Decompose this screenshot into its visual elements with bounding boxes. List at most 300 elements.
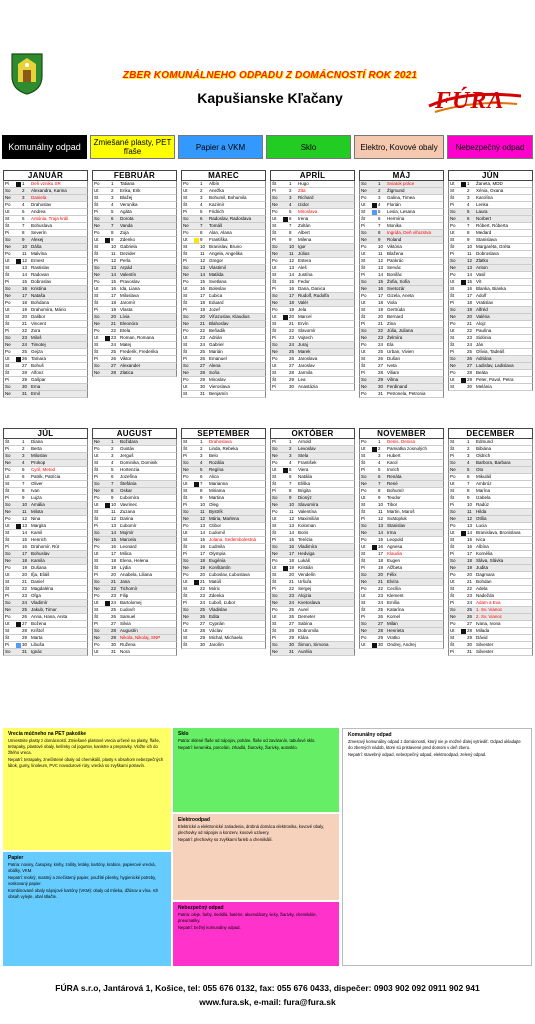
weekday: Po (5, 565, 11, 570)
day-row (181, 516, 266, 523)
day-number: 13 (378, 265, 384, 270)
empty-marker (16, 650, 21, 655)
day-number: 22 (200, 328, 206, 333)
empty-marker (283, 461, 288, 466)
name-day: Karol (387, 460, 398, 465)
name-day: Belo (209, 453, 219, 458)
name-day: Erika, Erik (120, 188, 141, 193)
name-day: Tichomír (120, 586, 138, 591)
day-row (181, 439, 266, 446)
weekday: Po (361, 635, 367, 640)
day-number: 8 (200, 230, 203, 235)
name-day: Darina (120, 516, 134, 521)
day-number: 12 (289, 258, 295, 263)
name-day: Lukáš (298, 558, 311, 563)
name-day: František (298, 460, 317, 465)
empty-marker (461, 350, 466, 355)
day-number: 7 (111, 223, 114, 228)
day-number: 11 (467, 509, 472, 514)
empty-marker (461, 552, 466, 557)
weekday: Pi (361, 272, 366, 277)
info-paper-text: Patria: noviny, časopisy, knihy, zošity, letáky, kartóny, krabice, papierové vrecká, obálky, VKM. (8, 862, 156, 873)
empty-marker (16, 496, 21, 501)
day-number: 4 (378, 202, 381, 207)
day-number: 23 (22, 335, 28, 340)
empty-marker (105, 182, 110, 187)
day-number: 2 (111, 446, 114, 451)
day-number: 16 (22, 544, 28, 549)
day-row (181, 321, 266, 328)
day-number: 19 (378, 565, 384, 570)
weekday: Št (183, 202, 188, 207)
name-day: Severín (31, 230, 47, 235)
weekday: St (361, 600, 366, 605)
day-row (359, 265, 444, 272)
empty-marker (283, 629, 288, 634)
day-row (3, 628, 88, 635)
weekday: Ne (272, 202, 278, 207)
name-day: Klára (298, 635, 309, 640)
day-row (359, 258, 444, 265)
empty-marker (372, 496, 377, 501)
name-day: Alena (209, 363, 221, 368)
empty-marker (105, 287, 110, 292)
day-number: 16 (22, 286, 28, 291)
name-day: Igor (298, 244, 306, 249)
weekday: So (272, 293, 278, 298)
collection-marker (105, 336, 110, 341)
day-row (181, 370, 266, 377)
day-row (448, 446, 533, 453)
empty-marker (194, 329, 199, 334)
day-number: 15 (289, 279, 295, 284)
name-day: Zoltán (298, 223, 311, 228)
day-row (270, 649, 355, 656)
day-row (359, 502, 444, 509)
empty-marker (461, 608, 466, 613)
day-row (3, 342, 88, 349)
name-day: Matej (120, 342, 132, 347)
name-day: Ema (31, 384, 41, 389)
day-number: 1 (22, 181, 25, 186)
month-name: JÚN (448, 170, 533, 181)
empty-marker (461, 468, 466, 473)
day-row (359, 600, 444, 607)
weekday: St (94, 293, 99, 298)
empty-marker (372, 580, 377, 585)
weekday: Ne (94, 537, 100, 542)
name-day: Boleslav (209, 286, 227, 291)
name-day: Imrich (387, 467, 400, 472)
weekday: Pi (272, 188, 277, 193)
name-day: Amália (31, 502, 45, 507)
weekday: Št (5, 272, 10, 277)
day-number: 12 (111, 258, 117, 263)
empty-marker (194, 196, 199, 201)
empty-marker (194, 524, 199, 529)
name-day: Hilda (476, 509, 487, 514)
name-day: Viktória (387, 244, 402, 249)
name-day: Bartolomej (120, 600, 142, 605)
day-row (92, 621, 177, 628)
weekday: Št (450, 293, 455, 298)
empty-marker (461, 196, 466, 201)
info-electro-no: Nepatrí: plechovky so zvyškami farieb a chemikálií. (178, 837, 273, 842)
day-number: 21 (200, 321, 206, 326)
day-row (359, 342, 444, 349)
name-day: Drahoslava (209, 439, 232, 444)
empty-marker (283, 643, 288, 648)
day-row (3, 356, 88, 363)
name-day: Dušan (387, 356, 401, 361)
name-day: Ela (387, 342, 394, 347)
name-day: Vratko (387, 635, 400, 640)
name-day: Ružena (120, 642, 136, 647)
weekday: Ne (5, 607, 11, 612)
empty-marker (105, 629, 110, 634)
day-number: 29 (289, 635, 295, 640)
weekday: Ne (272, 649, 278, 654)
name-day: Jana (120, 579, 130, 584)
day-number: 12 (378, 516, 384, 521)
day-number: 12 (111, 516, 117, 521)
day-number: 1 (200, 181, 203, 186)
name-day: Nataša (31, 293, 46, 298)
day-row (270, 209, 355, 216)
day-row (3, 195, 88, 202)
empty-marker (283, 329, 288, 334)
weekday: Ut (450, 579, 455, 584)
day-number: 19 (111, 307, 117, 312)
empty-marker (283, 203, 288, 208)
weekday: Pi (183, 307, 188, 312)
empty-marker (461, 440, 466, 445)
coat-of-arms-icon (10, 52, 44, 96)
empty-marker (105, 322, 110, 327)
weekday: Ut (5, 307, 10, 312)
day-row (92, 237, 177, 244)
name-day: Estera (298, 258, 312, 263)
name-day: Norbert (476, 216, 492, 221)
name-day: Ignác (31, 649, 43, 654)
empty-marker (16, 629, 21, 634)
name-day: Marcela (120, 537, 137, 542)
day-number: 2 (22, 446, 25, 451)
day-row (359, 586, 444, 593)
weekday: Ut (94, 286, 99, 291)
empty-marker (194, 608, 199, 613)
empty-marker (283, 615, 288, 620)
day-row (359, 293, 444, 300)
day-row (3, 286, 88, 293)
name-day: Blanka, Bianka (476, 286, 507, 291)
day-row (270, 593, 355, 600)
weekday: So (94, 314, 100, 319)
day-row (92, 439, 177, 446)
name-day: Kvetoslava (298, 600, 321, 605)
name-day: Marianna (209, 481, 228, 486)
empty-marker (283, 231, 288, 236)
name-day: Brigita (298, 488, 311, 493)
name-day: Nikola, Nikolaj, SNP (120, 635, 161, 640)
day-number: 20 (289, 572, 295, 577)
name-day: Ján (476, 342, 484, 347)
day-row (3, 279, 88, 286)
day-number: 4 (22, 460, 25, 465)
weekday: Po (183, 279, 189, 284)
day-row (270, 488, 355, 495)
name-day: Slavomír (298, 328, 316, 333)
name-day: Viktor (120, 356, 132, 361)
day-number: 4 (200, 460, 203, 465)
name-day: Ivan (31, 488, 40, 493)
day-number: 15 (111, 279, 117, 284)
empty-marker (16, 308, 21, 313)
empty-marker (372, 601, 377, 606)
day-row (181, 614, 266, 621)
day-number: 20 (111, 314, 117, 319)
empty-marker (461, 273, 466, 278)
empty-marker (283, 475, 288, 480)
weekday: Pi (361, 614, 366, 619)
name-day: Juraj (298, 342, 308, 347)
weekday: Ut (5, 523, 10, 528)
day-number: 27 (22, 363, 28, 368)
empty-marker (194, 538, 199, 543)
day-row (3, 272, 88, 279)
day-row (3, 544, 88, 551)
day-number: 11 (200, 509, 205, 514)
day-number: 22 (467, 586, 473, 591)
day-row (181, 635, 266, 642)
empty-marker (461, 650, 466, 655)
empty-marker (283, 503, 288, 508)
day-row (448, 307, 533, 314)
day-row (448, 593, 533, 600)
day-number: 7 (200, 223, 203, 228)
empty-marker (283, 636, 288, 641)
day-number: 14 (467, 530, 473, 535)
empty-marker (461, 510, 466, 515)
name-day: Vladislav (209, 607, 228, 612)
day-row (3, 453, 88, 460)
empty-marker (461, 189, 466, 194)
day-number: 11 (289, 509, 294, 514)
weekday: Št (183, 593, 188, 598)
empty-marker (372, 364, 377, 369)
day-number: 23 (467, 593, 473, 598)
name-day: Hortenzia (120, 467, 140, 472)
weekday: Št (450, 593, 455, 598)
weekday: Št (450, 446, 455, 451)
empty-marker (372, 385, 377, 390)
day-number: 17 (378, 293, 384, 298)
day-number: 19 (378, 307, 384, 312)
empty-marker (372, 287, 377, 292)
weekday: Pi (5, 642, 10, 647)
month-name: MÁJ (359, 170, 444, 181)
name-day: Martina (209, 495, 225, 500)
day-number: 8 (378, 230, 381, 235)
name-day: Matilda (209, 272, 224, 277)
weekday: So (361, 230, 367, 235)
day-number: 15 (467, 537, 473, 542)
empty-marker (461, 580, 466, 585)
name-day: Alica (209, 474, 219, 479)
day-row (181, 593, 266, 600)
header (0, 0, 535, 140)
day-row (181, 551, 266, 558)
day-row (181, 356, 266, 363)
day-row (270, 586, 355, 593)
day-row (181, 363, 266, 370)
weekday: Ne (450, 216, 456, 221)
empty-marker (283, 489, 288, 494)
weekday: Ne (183, 565, 189, 570)
empty-marker (105, 259, 110, 264)
empty-marker (105, 440, 110, 445)
name-day: Oskar (120, 488, 133, 493)
day-row (448, 321, 533, 328)
day-number: 2 (378, 446, 381, 451)
name-day: Zdenko (120, 237, 136, 242)
day-row (181, 349, 266, 356)
day-row (448, 272, 533, 279)
weekday: Pi (94, 307, 99, 312)
day-number: 20 (22, 314, 28, 319)
name-day: Sabína (298, 621, 313, 626)
name-day: Dionýz (298, 495, 312, 500)
weekday: St (94, 509, 99, 514)
day-row (448, 460, 533, 467)
day-number: 2 (467, 188, 470, 193)
weekday: So (5, 649, 11, 654)
day-row (359, 537, 444, 544)
day-row (3, 370, 88, 377)
name-day: Zdenka (209, 593, 225, 598)
weekday: Ut (183, 628, 188, 633)
weekday: Pi (361, 370, 366, 375)
empty-marker (194, 454, 199, 459)
weekday: Pi (361, 321, 366, 326)
day-number: 27 (200, 621, 206, 626)
name-day: René (387, 481, 398, 486)
empty-marker (16, 615, 21, 620)
weekday: Ne (450, 467, 456, 472)
weekday: Ut (450, 328, 455, 333)
day-row (3, 579, 88, 586)
empty-marker (16, 203, 21, 208)
day-number: 10 (378, 244, 384, 249)
name-day: Jaromír (120, 300, 136, 305)
empty-marker (194, 496, 199, 501)
weekday: Ut (450, 628, 455, 633)
month-máj (359, 170, 444, 398)
weekday: Št (361, 607, 366, 612)
day-row (3, 300, 88, 307)
day-number: 21 (200, 579, 206, 584)
empty-marker (372, 266, 377, 271)
day-row (359, 460, 444, 467)
empty-marker (283, 385, 288, 390)
day-row (448, 195, 533, 202)
name-day: Krištof (31, 628, 44, 633)
day-row (181, 223, 266, 230)
name-day: Lesia, Lesana (387, 209, 416, 214)
weekday: Po (94, 279, 100, 284)
weekday: Po (183, 377, 189, 382)
empty-marker (461, 343, 466, 348)
day-number: 28 (467, 628, 473, 633)
weekday: Št (5, 370, 10, 375)
day-row (448, 537, 533, 544)
day-row (448, 523, 533, 530)
info-plastic-title: Vrecia múčneho na PET pakoške (8, 731, 87, 737)
name-day: Bohuslava (31, 223, 53, 228)
day-row (448, 377, 533, 384)
day-number: 9 (378, 237, 381, 242)
weekday: So (5, 384, 11, 389)
weekday: Ne (272, 300, 278, 305)
day-number: 27 (378, 363, 384, 368)
name-day: Pankrác (387, 258, 404, 263)
day-row (448, 635, 533, 642)
weekday: Pi (183, 209, 188, 214)
empty-marker (105, 552, 110, 557)
empty-marker (16, 196, 21, 201)
legend-communal: Komunálny odpad (2, 135, 87, 159)
month-marec (181, 170, 266, 398)
name-day: Dobroslava (476, 251, 499, 256)
name-day: Beáta (476, 370, 488, 375)
empty-marker (283, 601, 288, 606)
day-row (359, 216, 444, 223)
empty-marker (283, 343, 288, 348)
empty-marker (194, 315, 199, 320)
day-row (448, 572, 533, 579)
info-glass (173, 728, 339, 812)
day-row (92, 572, 177, 579)
weekday: St (450, 384, 455, 389)
info-hazard-title: Nebezpečný odpad (178, 905, 224, 911)
day-row (448, 209, 533, 216)
day-number: 20 (467, 314, 473, 319)
day-row (181, 279, 266, 286)
day-number: 13 (111, 265, 117, 270)
day-row (270, 460, 355, 467)
day-row (181, 460, 266, 467)
weekday: Po (272, 209, 278, 214)
empty-marker (105, 636, 110, 641)
day-number: 3 (22, 453, 25, 458)
name-day: Gertrúda (387, 307, 405, 312)
day-number: 22 (289, 328, 295, 333)
day-number: 18 (378, 558, 384, 563)
day-number: 31 (22, 649, 28, 654)
day-number: 5 (289, 209, 292, 214)
day-row (270, 286, 355, 293)
day-row (359, 244, 444, 251)
day-number: 24 (22, 600, 28, 605)
empty-marker (105, 517, 110, 522)
name-day: Milota (31, 509, 44, 514)
empty-marker (194, 224, 199, 229)
empty-marker (372, 538, 377, 543)
name-day: Svetlana (209, 279, 227, 284)
day-row (181, 565, 266, 572)
day-row (3, 439, 88, 446)
empty-marker (194, 210, 199, 215)
